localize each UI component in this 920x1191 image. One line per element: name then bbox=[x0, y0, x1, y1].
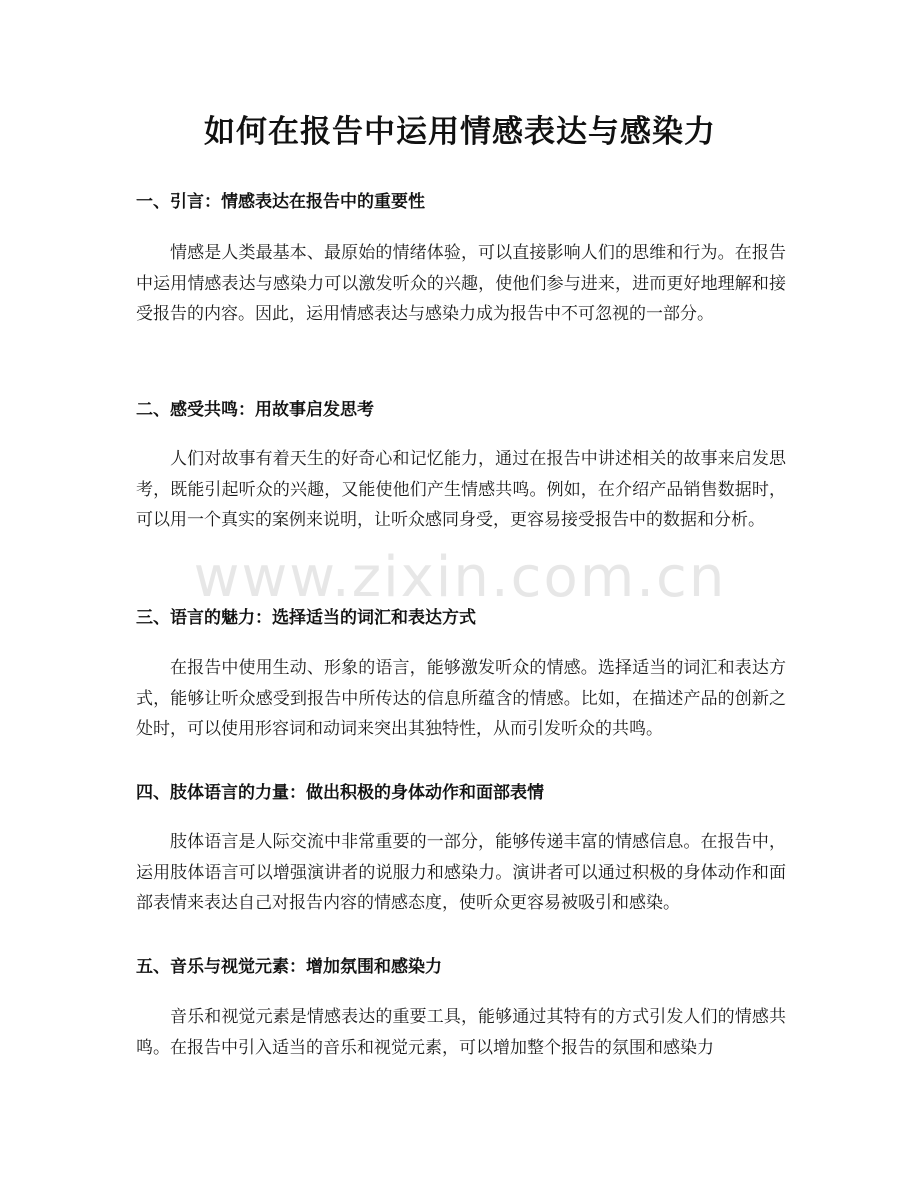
section-heading-4: 四、肢体语言的力量：做出积极的身体动作和面部表情 bbox=[136, 783, 544, 803]
section-body-4: 肢体语言是人际交流中非常重要的一部分，能够传递丰富的情感信息。在报告中，运用肢体语言可以增强演讲者的说服力和感染力。演讲者可以通过积极的身体动作和面部表情来表达自己对报告内容的情感态度，使听众更容易被吸引和感染。 bbox=[136, 832, 786, 913]
section-heading-3: 三、语言的魅力：选择适当的词汇和表达方式 bbox=[136, 608, 476, 628]
section-body-3: 在报告中使用生动、形象的语言，能够激发听众的情感。选择适当的词汇和表达方式，能够让听众感受到报告中所传达的信息所蕴含的情感。比如，在描述产品的创新之处时，可以使用形容词和动词来突出其独特性，从而引发听众的共鸣。 bbox=[136, 658, 786, 739]
section-heading-5: 五、音乐与视觉元素：增加氛围和感染力 bbox=[136, 957, 442, 977]
document-title: 如何在报告中运用情感表达与感染力 bbox=[204, 114, 716, 150]
section-body-5: 音乐和视觉元素是情感表达的重要工具，能够通过其特有的方式引发人们的情感共鸣。在报告中引入适当的音乐和视觉元素，可以增加整个报告的氛围和感染力 bbox=[136, 1007, 786, 1058]
watermark: www.zixin.com.cn bbox=[193, 545, 727, 610]
section-body-1: 情感是人类最基本、最原始的情绪体验，可以直接影响人们的思维和行为。在报告中运用情感表达与感染力可以激发听众的兴趣，使他们参与进来，进而更好地理解和接受报告的内容。因此，运用情感表达与感染力成为报告中不可忽视的一部分。 bbox=[136, 243, 786, 324]
section-heading-2: 二、感受共鸣：用故事启发思考 bbox=[136, 400, 374, 420]
section-body-2: 人们对故事有着天生的好奇心和记忆能力，通过在报告中讲述相关的故事来启发思考，既能引起听众的兴趣，又能使他们产生情感共鸣。例如，在介绍产品销售数据时，可以用一个真实的案例来说明，让听众感同身受，更容易接受报告中的数据和分析。 bbox=[136, 449, 786, 530]
section-heading-1: 一、引言：情感表达在报告中的重要性 bbox=[136, 192, 425, 212]
